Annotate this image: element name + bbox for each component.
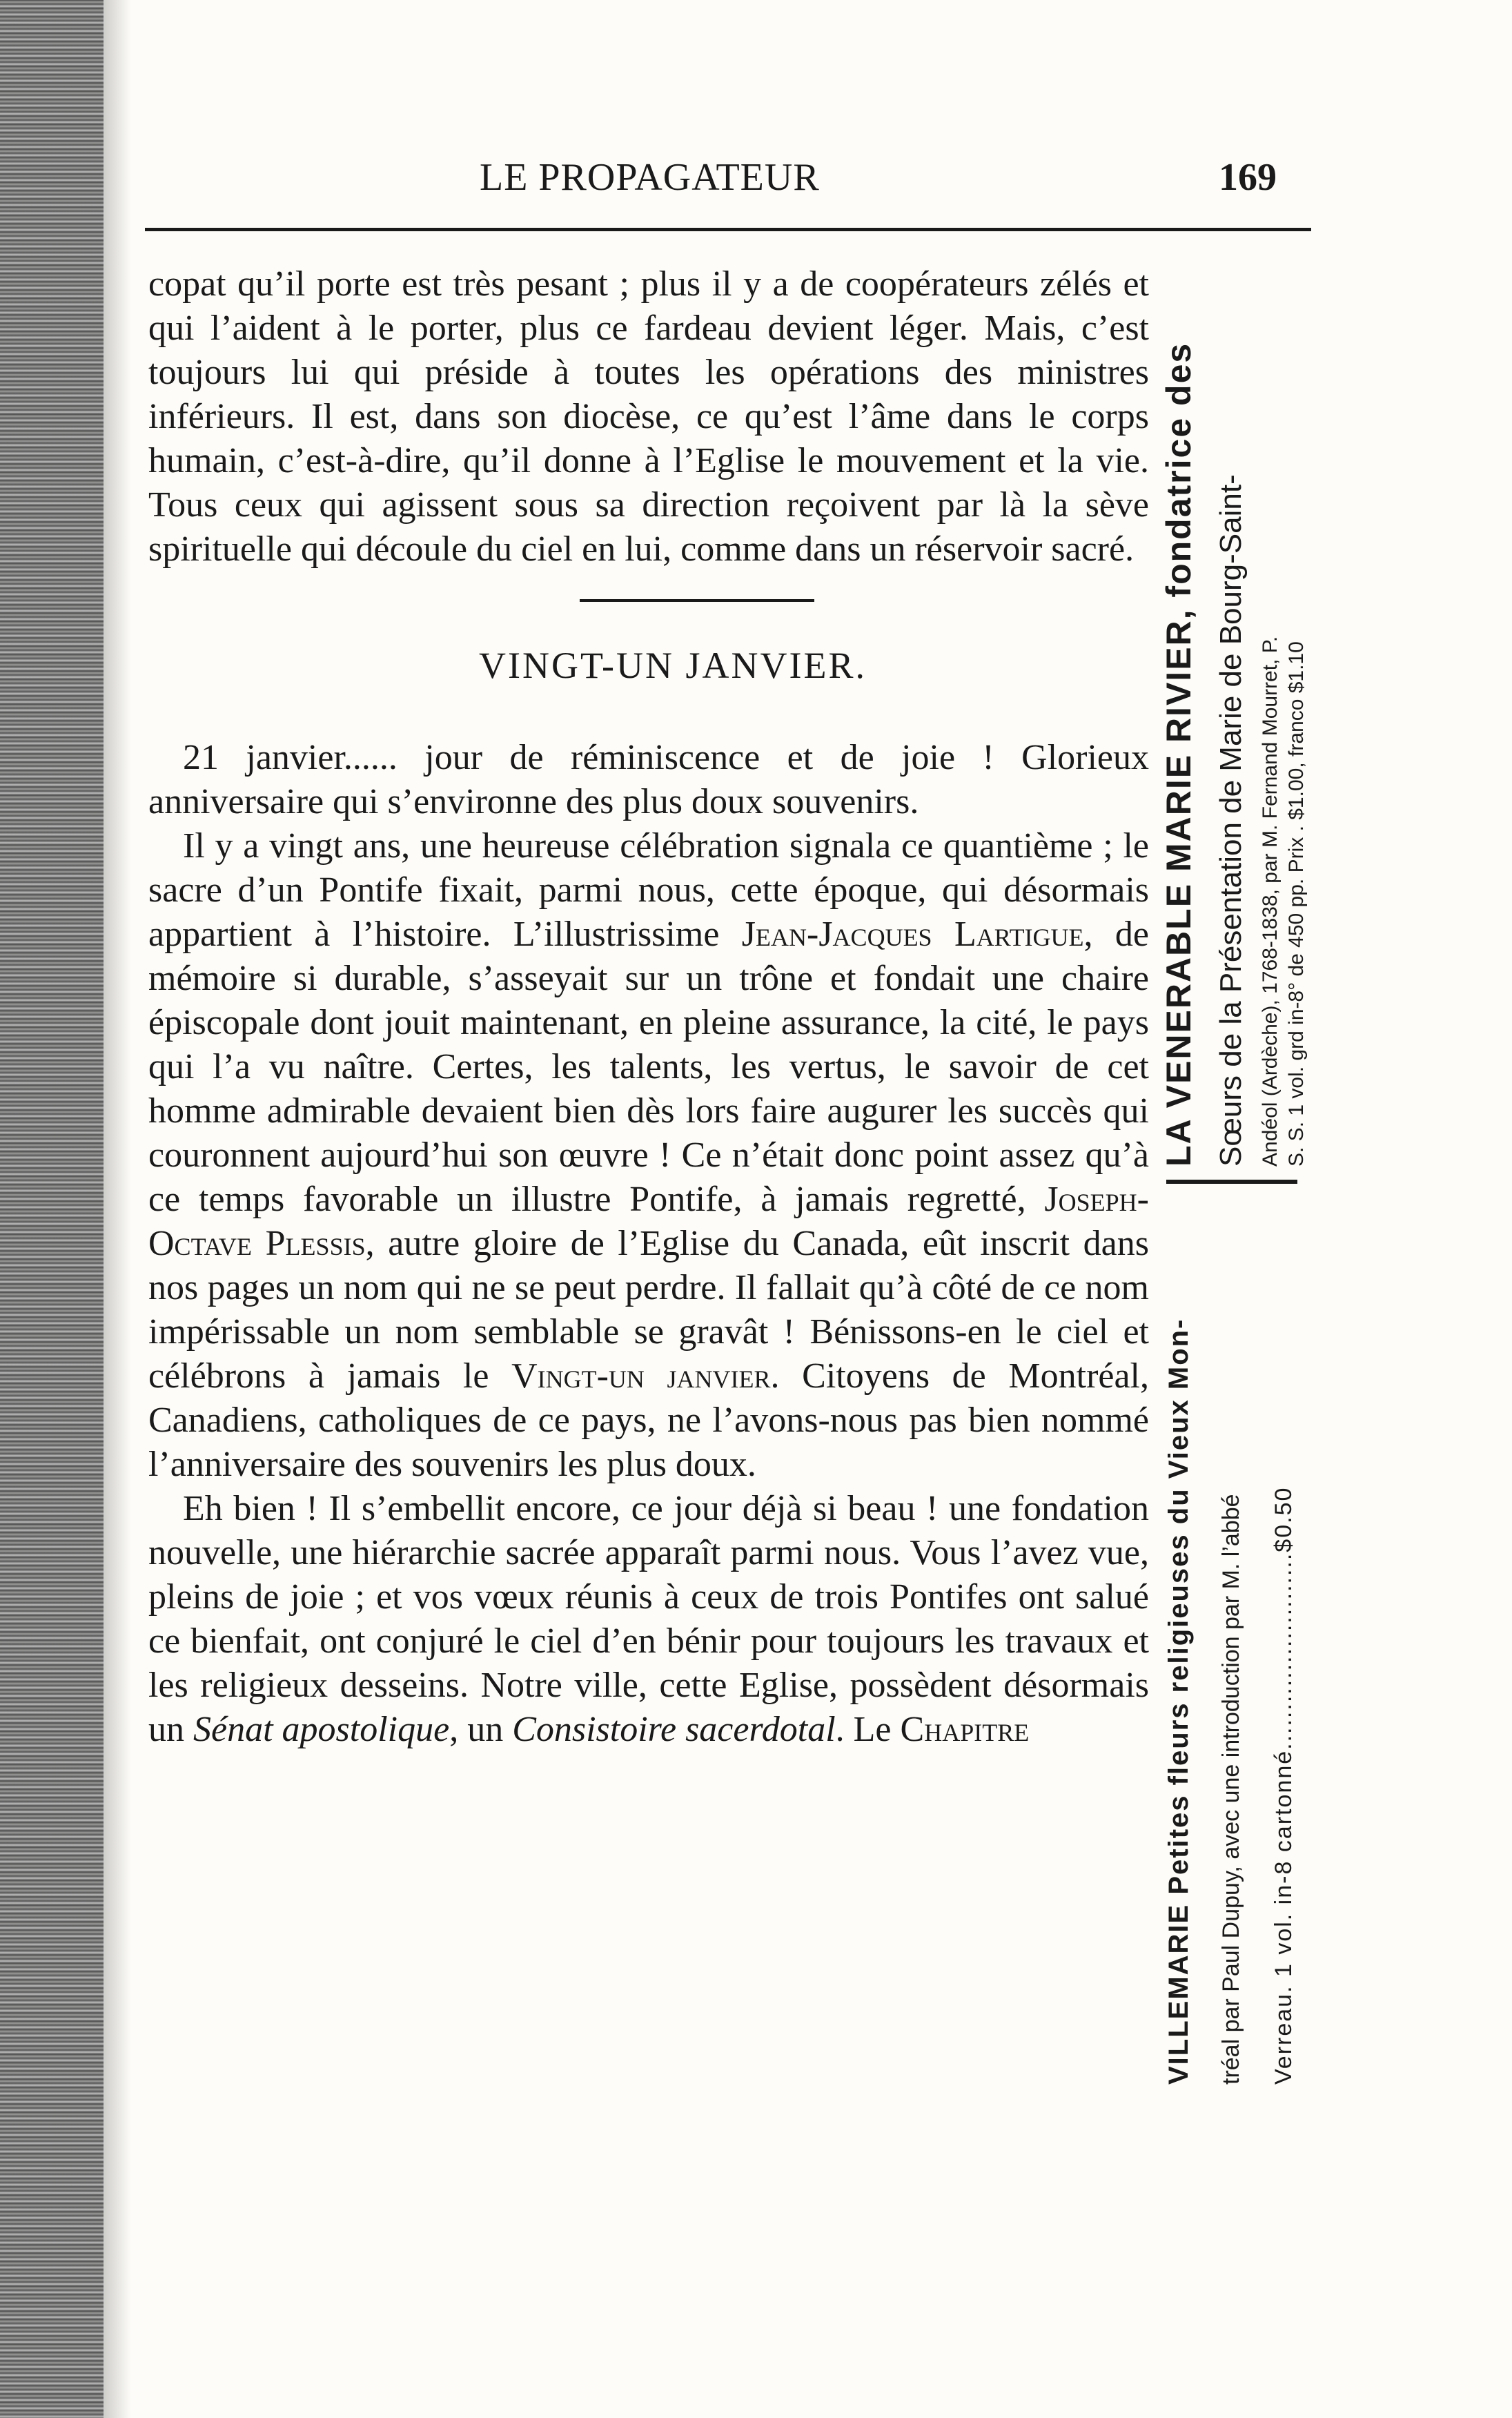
- date-name-vingt-un-janvier: Vingt-un janvier: [511, 1356, 771, 1396]
- paragraph-2-part-a: Il y a vingt ans, une heureuse célébration signala ce quantième ; le sacre d’un Pontife fixait, parmi nous, cette époque, qui désormais appartient à l’histoire. L’illustrissime: [148, 826, 1149, 954]
- main-text: [148, 262, 1149, 1752]
- paragraph-3-part-a: Eh bien ! Il s’embellit encore, ce jour déjà si beau ! une fondation nouvelle, une hiérarchie sacrée apparaît parmi nous. Vous l’avez vue, pleins de joie ; et vos vœux réunis à ceux de trois Pontifes ont salué ce bienfait, ont conjuré le ciel d’en bénir pour toujours les travaux et les religieux desseins. Notre ville, cette Eglise, possèdent désormais un: [148, 1489, 1149, 1749]
- running-title: LE PROPAGATEUR: [480, 156, 820, 199]
- ad-2-line-3: Verreau. 1 vol. in-8 cartonné.........................$0.50: [1270, 1486, 1297, 2085]
- ad-marie-rivier: [1152, 290, 1311, 1167]
- paragraph-3: [148, 1487, 1149, 1752]
- scanned-binding-edge: [0, 0, 104, 2418]
- paragraph-3-part-b: , un: [449, 1710, 513, 1749]
- paragraph-2: [148, 824, 1149, 1487]
- section-title: VINGT-UN JANVIER.: [479, 645, 867, 686]
- binding-shadow: [104, 0, 131, 2418]
- bishop-name-lartigue: Jean-Jacques Lartigue: [741, 915, 1084, 954]
- margin-advertisements: [1152, 290, 1311, 2085]
- ad-2-title: VILLEMARIE Petites fleurs religieuses du Vieux Mon-: [1164, 1318, 1194, 2085]
- ad-1-line-2: Andéol (Ardèche), 1768-1838, par M. Fernand Mourret, P.: [1259, 636, 1282, 1167]
- paragraph-3-part-c: . Le: [835, 1710, 901, 1749]
- paragraph-2-part-c: , autre gloire de l’Eglise du Canada, eût inscrit dans nos pages un nom qui ne se peut perdre. Il fallait qu’à côté de ce nom impérissable un nom semblable se gravât ! Bénissons-en le ciel et célébrons à jamais le: [148, 1224, 1149, 1396]
- word-chapitre: Chapitre: [900, 1710, 1030, 1749]
- ad-2-line-2: tréal par Paul Dupuy, avec une introduction par M. l’abbé: [1218, 1494, 1244, 2085]
- ad-separator: [1166, 1180, 1297, 1184]
- header-rule: [145, 228, 1311, 231]
- rotated-ad-strip: [1152, 290, 1311, 2085]
- paragraph-2-part-d: . Citoyens de Montréal, Canadiens, catholiques de ce pays, ne l’avons-nous pas bien nommé l’anniversaire des souvenirs les plus doux.: [148, 1356, 1149, 1484]
- ad-villemarie: [1152, 1187, 1311, 2085]
- bishop-name-plessis: Joseph-Octave Plessis: [148, 1180, 1149, 1263]
- running-head: [141, 142, 1277, 204]
- italic-senat-apostolique: Sénat apostolique: [193, 1710, 450, 1749]
- ad-1-subtitle: Sœurs de la Présentation de Marie de Bourg-Saint-: [1214, 474, 1248, 1167]
- italic-consistoire-sacerdotal: Consistoire sacerdotal: [512, 1710, 836, 1749]
- paragraph-2-part-b: , de mémoire si durable, s’asseyait sur un trône et fondait une chaire épiscopale dont jouit maintenant, en pleine assurance, la cité, le pays qui l’a vu naître. Certes, les talents, les vertus, le savoir de cet homme admirable devaient bien dès lors faire augurer les succès qui couronnent aujourd’hui son œuvre ! Ce n’était donc point assez qu’à ce temps favorable un illustre Pontife, à jamais regretté,: [148, 915, 1149, 1219]
- section-divider: [580, 599, 814, 602]
- intro-paragraph: copat qu’il porte est très pesant ; plus il y a de coopérateurs zélés et qui l’aident à le porter, plus ce fardeau devient léger. Mais, c’est toujours lui qui préside à toutes les opérations des ministres inférieurs. Il est, dans son diocèse, ce qu’est l’âme dans le corps humain, c’est-à-dire, qu’il donne à l’Eglise le mouvement et la vie. Tous ceux qui agissent sous sa direction reçoivent par là la sève spirituelle qui découle du ciel en lui, comme dans un réservoir sacré.: [148, 264, 1149, 569]
- paragraph-1: 21 janvier...... jour de réminiscence et de joie ! Glorieux anniversaire qui s’environne des plus doux souvenirs.: [148, 738, 1149, 821]
- ad-1-title: LA VENERABLE MARIE RIVIER, fondatrice des: [1159, 342, 1198, 1167]
- ad-1-line-3: S. S. 1 vol. grd in-8° de 450 pp. Prix . $1.00, franco $1.10: [1285, 641, 1308, 1167]
- page-number: 169: [1219, 156, 1277, 199]
